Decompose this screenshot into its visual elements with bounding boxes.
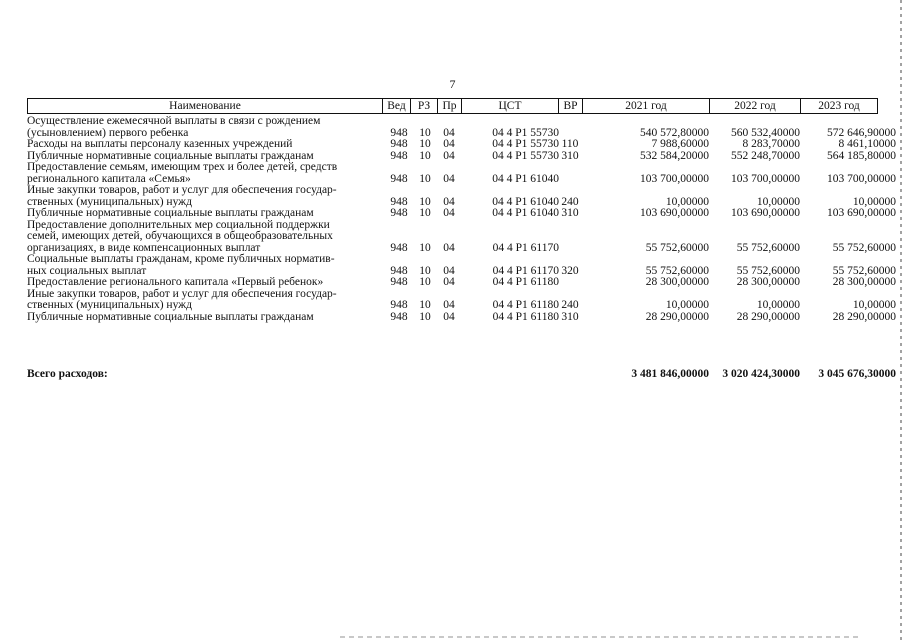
cell-y2021: 55 752,60000: [645, 264, 709, 277]
cell-y2022: 10,00000: [756, 299, 800, 311]
row-name: [27, 208, 382, 220]
cell-cst: 04 4 P1 61170: [492, 241, 559, 254]
row-name-line: Осуществление ежемесячной выплаты в связи с рождением: [27, 115, 321, 127]
row-name-line: регионального капитала «Семья»: [27, 172, 191, 185]
row-name: [27, 289, 382, 312]
cell-y2021: 103 700,00000: [640, 172, 709, 185]
row-name: [27, 139, 382, 151]
row-name: [27, 220, 382, 255]
cell-y2022: 103 700,00000: [731, 172, 800, 185]
scan-edge-artifact: [900, 0, 902, 640]
cell-y2023: 55 752,60000: [832, 264, 896, 277]
header-pr: Пр: [438, 99, 462, 113]
cell-y2022: 103 690,00000: [731, 207, 800, 219]
cell-pr: 04: [443, 264, 455, 277]
cell-y2021: 103 690,00000: [640, 207, 709, 219]
cell-cst: 04 4 P1 61040: [492, 195, 559, 208]
total-row: [27, 368, 896, 381]
cell-ved: 948: [390, 126, 408, 139]
cell-pr: 04: [443, 299, 455, 311]
header-2023: 2023 год: [818, 100, 860, 112]
cell-pr: 04: [443, 310, 455, 323]
row-name: [27, 185, 382, 208]
table-row: [27, 138, 896, 151]
cell-vr: 110: [561, 138, 579, 150]
row-name: [27, 277, 382, 289]
row-name-line: Публичные нормативные социальные выплаты гражданам: [27, 310, 314, 323]
header-cst: ЦСТ: [462, 99, 559, 113]
cell-rz: 10: [419, 149, 431, 162]
table-row: [27, 253, 896, 277]
cell-y2023: 28 290,00000: [832, 310, 896, 323]
cell-y2022: 55 752,60000: [736, 264, 800, 277]
cell-vr: 240: [561, 299, 579, 311]
header-name: Наименование: [28, 99, 383, 113]
cell-y2023: 572 646,90000: [827, 126, 896, 139]
cell-vr: 310: [561, 149, 579, 162]
cell-vr: 310: [561, 310, 579, 323]
total-2023: 3 045 676,30000: [818, 368, 896, 380]
cell-rz: 10: [419, 241, 431, 254]
cell-rz: 10: [419, 138, 431, 150]
row-name-line: организациях, в виде компенсационных выплат: [27, 241, 261, 254]
cell-pr: 04: [443, 195, 455, 208]
row-name-line: ственных (муниципальных) нужд: [27, 299, 192, 311]
cell-rz: 10: [419, 299, 431, 311]
cell-ved: 948: [390, 138, 408, 150]
row-name: [27, 254, 382, 277]
row-name-line: Публичные нормативные социальные выплаты гражданам: [27, 149, 314, 162]
row-name: [27, 312, 382, 324]
page-number: 7: [449, 77, 456, 91]
header-2021: 2021 год: [583, 99, 710, 113]
table-row: [27, 218, 896, 255]
cell-cst: 04 4 P1 61040: [492, 207, 559, 219]
row-name-line: Предоставление регионального капитала «Первый ребенок»: [27, 276, 324, 288]
cell-rz: 10: [419, 126, 431, 139]
row-name-line: ственных (муниципальных) нужд: [27, 195, 192, 208]
header-ved: Вед: [383, 99, 411, 113]
cell-y2021: 10,00000: [665, 195, 709, 208]
cell-y2023: 28 300,00000: [832, 276, 896, 288]
cell-cst: 04 4 P1 61180: [492, 299, 559, 311]
row-name-line: семей, имеющих детей, обучающихся в общеобразовательных: [27, 230, 333, 242]
table-row: [27, 310, 896, 324]
row-name-line: Социальные выплаты гражданам, кроме публичных норматив-: [27, 253, 335, 265]
row-name: [27, 162, 382, 185]
cell-cst: 04 4 P1 61040: [492, 172, 559, 185]
cell-y2023: 103 700,00000: [827, 172, 896, 185]
cell-y2023: 10,00000: [852, 195, 896, 208]
cell-y2021: 28 300,00000: [645, 276, 709, 288]
cell-ved: 948: [390, 195, 408, 208]
header-2022: 2022 год: [710, 99, 801, 113]
cell-ved: 948: [390, 241, 408, 254]
cell-y2022: 560 532,40000: [731, 126, 800, 139]
cell-pr: 04: [443, 149, 455, 162]
table-row: [27, 276, 896, 289]
cell-y2021: 28 290,00000: [645, 310, 709, 323]
cell-cst: 04 4 P1 55730: [492, 138, 559, 150]
cell-y2023: 103 690,00000: [827, 207, 896, 219]
row-name-line: Иные закупки товаров, работ и услуг для обеспечения государ-: [27, 287, 337, 300]
cell-ved: 948: [390, 276, 408, 288]
table-row: [27, 161, 896, 185]
cell-cst: 04 4 P1 61180: [492, 276, 559, 288]
cell-ved: 948: [390, 264, 408, 277]
cell-ved: 948: [390, 149, 408, 162]
total-2022: 3 020 424,30000: [722, 368, 800, 380]
cell-rz: 10: [419, 195, 431, 208]
cell-vr: 310: [561, 207, 579, 219]
row-name-line: Предоставление семьям, имеющим трех и более детей, средств: [27, 161, 338, 173]
cell-pr: 04: [443, 241, 455, 254]
cell-pr: 04: [443, 207, 455, 219]
row-name-line: Расходы на выплаты персоналу казенных учреждений: [27, 138, 293, 150]
cell-ved: 948: [390, 207, 408, 219]
row-name-line: Иные закупки товаров, работ и услуг для обеспечения государ-: [27, 184, 337, 196]
cell-rz: 10: [419, 264, 431, 277]
cell-ved: 948: [390, 172, 408, 185]
table-row: [27, 207, 896, 220]
table-header: [27, 98, 878, 114]
total-2021: 3 481 846,00000: [631, 368, 709, 380]
cell-ved: 948: [390, 310, 408, 323]
cell-y2023: 55 752,60000: [832, 241, 896, 254]
cell-cst: 04 4 P1 61170: [492, 264, 559, 277]
row-name: [27, 116, 382, 139]
cell-y2023: 10,00000: [852, 299, 896, 311]
row-name-line: ных социальных выплат: [27, 264, 147, 277]
cell-y2021: 540 572,80000: [640, 126, 709, 139]
cell-rz: 10: [419, 172, 431, 185]
cell-ved: 948: [390, 299, 408, 311]
cell-y2022: 10,00000: [756, 195, 800, 208]
total-label: Всего расходов:: [27, 368, 108, 380]
cell-cst: 04 4 P1 55730: [492, 149, 559, 162]
cell-y2021: 10,00000: [665, 299, 709, 311]
cell-y2021: 7 988,60000: [651, 138, 709, 150]
cell-y2022: 28 290,00000: [736, 310, 800, 323]
row-name-line: Предоставление дополнительных мер социальной поддержки: [27, 218, 330, 231]
cell-pr: 04: [443, 276, 455, 288]
header-vr: ВР: [559, 99, 583, 113]
cell-pr: 04: [443, 126, 455, 139]
cell-y2022: 552 248,70000: [731, 149, 800, 162]
cell-y2022: 55 752,60000: [736, 241, 800, 254]
cell-rz: 10: [419, 276, 431, 288]
header-rz: РЗ: [411, 99, 438, 113]
cell-pr: 04: [443, 172, 455, 185]
cell-y2023: 8 461,10000: [838, 138, 896, 150]
cell-cst: 04 4 P1 61180: [492, 310, 559, 323]
table-row: [27, 115, 896, 139]
cell-rz: 10: [419, 310, 431, 323]
cell-y2021: 532 584,20000: [640, 149, 709, 162]
row-name-line: Публичные нормативные социальные выплаты гражданам: [27, 207, 314, 219]
cell-pr: 04: [443, 138, 455, 150]
cell-y2022: 8 283,70000: [742, 138, 800, 150]
cell-rz: 10: [419, 207, 431, 219]
cell-y2023: 564 185,80000: [827, 149, 896, 162]
cell-vr: 320: [561, 264, 579, 277]
row-name-line: (усыновлением) первого ребенка: [27, 126, 189, 139]
cell-cst: 04 4 P1 55730: [492, 126, 559, 139]
cell-y2022: 28 300,00000: [736, 276, 800, 288]
table-row: [27, 287, 896, 312]
cell-y2021: 55 752,60000: [645, 241, 709, 254]
cell-vr: 240: [561, 195, 579, 208]
scan-bottom-artifact: [340, 636, 860, 638]
table-row: [27, 184, 896, 208]
